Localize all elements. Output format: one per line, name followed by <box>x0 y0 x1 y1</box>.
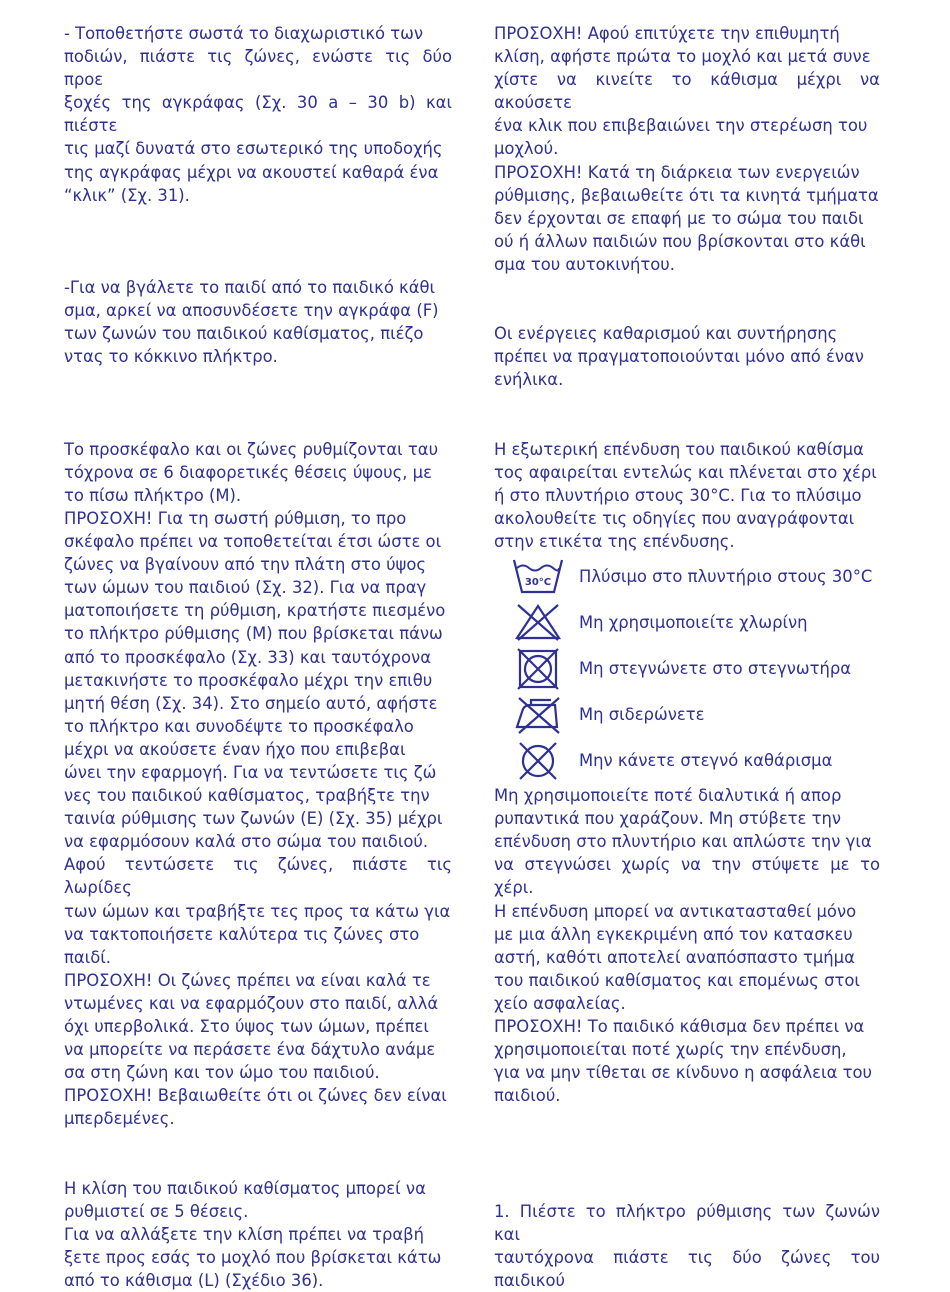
svg-text:30°C: 30°C <box>524 577 552 589</box>
care-symbol-row <box>494 646 880 692</box>
care-symbol-row <box>494 599 880 645</box>
care-symbol-label: Μη στεγνώνετε στο στεγνωτήρα <box>579 659 852 679</box>
care-symbols-list <box>494 553 880 784</box>
cleaning-adult-paragraph: Οι ενέργειες καθαρισμού και συντήρησης πρέπει να πραγματοποιούνται μόνο από έναν ενήλικα. <box>494 324 864 390</box>
child-removal-paragraph: -Για να βγάλετε το παιδί από το παιδικό κάθι σμα, αρκεί να αποσυνδέσετε την αγκράφα (F) των ζωνών του παιδικού καθίσματος, πιέζο ντας το κόκκινο πλήκτρο. <box>64 278 439 367</box>
no-bleach-icon <box>511 601 565 643</box>
no-tumble-dry-icon <box>511 648 565 690</box>
cover-care-warning-paragraph: Μη χρησιμοποιείτε ποτέ διαλυτικά ή απορ ρυπαντικά που χαράζουν. Μη στύβετε την επένδυση στο πλυντήριο και απλώστε την για να στεγνώσει χωρίς να την στύψετε με το χέρι. Η επένδυση μπορεί να αντικατασταθεί μόνο με μια άλλη εγκεκριμένη από τον κατασκευ αστή, καθότι αποτελεί αναπόσπαστο τμήμα του παιδικού καθίσματος και επομένως στοι χείο ασφαλείας. ΠΡΟΣΟΧΗ! Το παιδικό κάθισμα δεν πρέπει να χρησιμοποιείται ποτέ χωρίς την επένδυση, για να μην τίθεται σε κίνδυνο η ασφάλεια του παιδιού. <box>494 786 880 1106</box>
recline-warning-paragraph: ΠΡΟΣΟΧΗ! Αφού επιτύχετε την επιθυμητή κλίση, αφήστε πρώτα το μοχλό και μετά συνε χίστε να κινείτε το κάθισμα μέχρι να ακούσετε ένα κλικ που επιβεβαιώνει την στερέωση του μοχλού. ΠΡΟΣΟΧΗ! Κατά τη διάρκεια των ενεργειών ρύθμισης, βεβαιωθείτε ότι τα κινητά τμήματα δεν έρχονται σε επαφή με το σώμα του παιδι ού ή άλλων παιδιών που βρίσκονται στο κάθι σμα του αυτοκινήτου. <box>494 24 880 274</box>
cover-washing-paragraph: Η εξωτερική επένδυση του παιδικού καθίσμα τος αφαιρείται εντελώς και πλένεται στο χέρι ή στο πλυντήριο στους 30°C. Για το πλύσιμο ακολουθείτε τις οδηγίες που αναγράφονται στην ετικέτα της επένδυσης. <box>494 439 877 552</box>
recline-paragraph: Η κλίση του παιδικού καθίσματος μπορεί να ρυθμιστεί σε 5 θέσεις. Για να αλλάξετε την κλίση πρέπει να τραβή ξετε προς εσάς το μοχλό που βρίσκεται κάτω από το κάθισμα (L) (Σχέδιο 36). <box>64 1178 442 1291</box>
wash-30-icon <box>511 555 565 597</box>
left-column <box>64 22 452 1292</box>
step-one-paragraph: 1. Πιέστε το πλήκτρο ρύθμισης των ζωνών και ταυτόχρονα πιάστε τις δύο ζώνες του παιδικού <box>494 1201 880 1291</box>
care-symbol-row <box>494 692 880 738</box>
care-symbol-label: Πλύσιμο στο πλυντήριο στους 30°C <box>579 566 873 586</box>
care-symbol-label: Μην κάνετε στεγνό καθάρισμα <box>579 751 833 771</box>
right-column <box>494 22 880 1292</box>
care-symbol-row <box>494 553 880 599</box>
no-iron-icon <box>511 694 565 736</box>
headrest-adjustment-paragraph: Το προσκέφαλο και οι ζώνες ρυθμίζονται ταυ τόχρονα σε 6 διαφορετικές θέσεις ύψους, με το πίσω πλήκτρο (M). ΠΡΟΣΟΧΗ! Για τη σωστή ρύθμιση, το προ σκέφαλο πρέπει να τοποθετείται έτσι ώστε οι ζώνες να βγαίνουν από την πλάτη στο ύψος των ώμων του παιδιού (Σχ. 32). Για να πραγ ματοποιήσετε τη ρύθμιση, κρατήστε πιεσμένο το πλήκτρο ρύθμισης (M) που βρίσκεται πάνω από το προσκέφαλο (Σχ. 33) και ταυτόχρονα μετακινήστε το προσκέφαλο μέχρι την επιθυ μητή θέση (Σχ. 34). Στο σημείο αυτό, αφήστε το πλήκτρο και συνοδέψτε το προσκέφαλο μέχρι να ακούσετε έναν ήχο που επιβεβαι ώνει την εφαρμογή. Για να τεντώσετε τις ζώ νες του παιδικού καθίσματος, τραβήξτε την ταινία ρύθμισης των ζωνών (E) (Σχ. 35) μέχρι να εφαρμόσουν καλά στο σώμα του παιδιού. Αφού τεντώσετε τις ζώνες, πιάστε τις λωρίδες των ώμων και τραβήξτε τες προς τα κάτω για να τακτοποιήσετε καλύτερα τις ζώνες στο παιδί. ΠΡΟΣΟΧΗ! Οι ζώνες πρέπει να είναι καλά τε ντωμένες και να εφαρμόζουν στο παιδί, αλλά όχι υπερβολικά. Στο ύψος των ώμων, πρέπει να μπορείτε να περάσετε ένα δάχτυλο ανάμε σα στη ζώνη και τον ώμο του παιδιού. ΠΡΟΣΟΧΗ! Βεβαιωθείτε ότι οι ζώνες δεν είναι μπερδεμένες. <box>64 439 452 1129</box>
buckle-fastening-paragraph: - Τοποθετήστε σωστά το διαχωριστικό των ποδιών, πιάστε τις ζώνες, ενώστε τις δύο προε ξοχές της αγκράφας (Σχ. 30 a – 30 b) και πιέστε τις μαζί δυνατά στο εσωτερικό της υποδοχής της αγκράφας μέχρι να ακουστεί καθαρά ένα “κλικ” (Σχ. 31). <box>64 24 452 205</box>
care-symbol-label: Μη σιδερώνετε <box>579 705 705 725</box>
care-symbol-row <box>494 738 880 784</box>
care-symbol-label: Μη χρησιμοποιείτε χλωρίνη <box>579 612 808 632</box>
no-dry-clean-icon <box>511 740 565 782</box>
